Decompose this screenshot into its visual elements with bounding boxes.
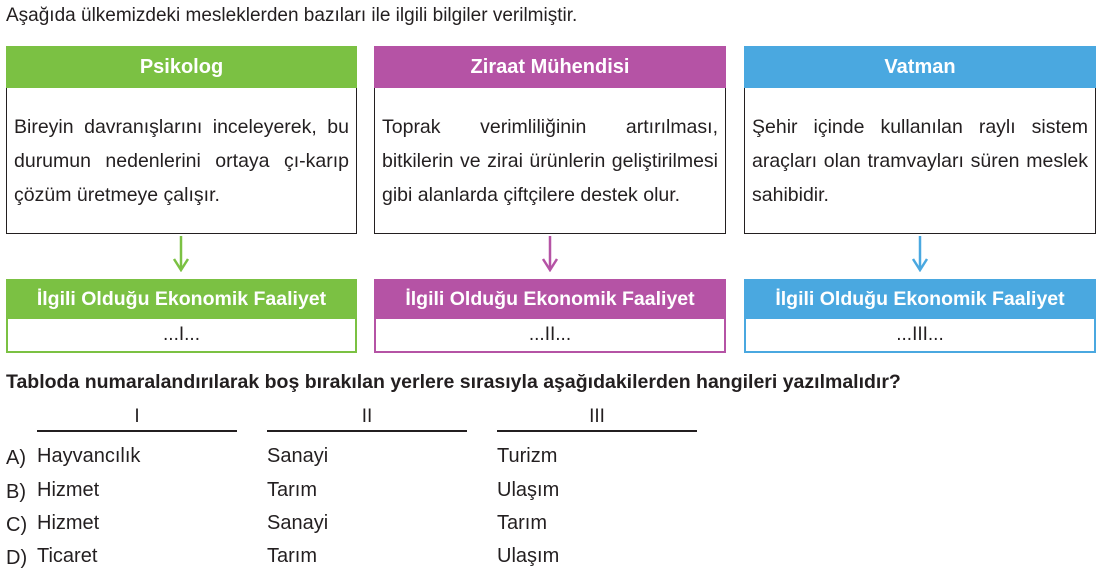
option-value: Ulaşım [497, 545, 560, 567]
activity-label: İlgili Olduğu Ekonomik Faaliyet [744, 279, 1096, 319]
activity-label: İlgili Olduğu Ekonomik Faaliyet [6, 279, 357, 319]
question-text: Tabloda numaralandırılarak boş bırakılan yerlere sırasıyla aşağıdakilerden hangileri yazılmalıdır? [6, 371, 901, 393]
column-header: III [589, 406, 605, 427]
profession-description: Bireyin davranışlarını inceleyerek, bu durumun nedenlerini ortaya çı-karıp çözüm üretmeye çalışır. [6, 88, 357, 234]
arrow-down-icon [530, 192, 570, 272]
option-letter: C) [6, 514, 28, 536]
divider [37, 430, 237, 432]
activity-blank: ...II... [374, 319, 726, 353]
arrow-down-icon [161, 192, 201, 272]
arrow-down-icon [900, 192, 940, 272]
divider [497, 430, 697, 432]
option-value: Hizmet [37, 512, 100, 534]
column-header: II [361, 406, 373, 427]
option-value: Turizm [497, 445, 558, 467]
option-value: Tarım [267, 545, 317, 567]
option-value: Ulaşım [497, 479, 560, 501]
activity-label: İlgili Olduğu Ekonomik Faaliyet [374, 279, 726, 319]
divider [267, 430, 467, 432]
intro-text: Aşağıda ülkemizdeki mesleklerden bazıları ile ilgili bilgiler verilmiştir. [6, 5, 578, 26]
option-value: Ticaret [37, 545, 98, 567]
activity-blank: ...III... [744, 319, 1096, 353]
profession-description: Toprak verimliliğinin artırılması, bitkilerin ve zirai ürünlerin geliştirilmesi gibi alanlarda çiftçilere destek olur. [374, 88, 726, 234]
profession-description: Şehir içinde kullanılan raylı sistem araçları olan tramvayları süren meslek sahibidir. [744, 88, 1096, 234]
option-value: Hizmet [37, 479, 100, 501]
profession-title: Ziraat Mühendisi [374, 46, 726, 88]
profession-title: Psikolog [6, 46, 357, 88]
option-value: Sanayi [267, 512, 329, 534]
option-value: Tarım [497, 512, 547, 534]
option-letter: A) [6, 447, 26, 469]
option-letter: D) [6, 547, 28, 569]
option-value: Hayvancılık [37, 445, 141, 467]
option-letter: B) [6, 481, 26, 503]
option-value: Tarım [267, 479, 317, 501]
profession-title: Vatman [744, 46, 1096, 88]
column-header: I [134, 406, 140, 427]
option-value: Sanayi [267, 445, 329, 467]
activity-blank: ...I... [6, 319, 357, 353]
